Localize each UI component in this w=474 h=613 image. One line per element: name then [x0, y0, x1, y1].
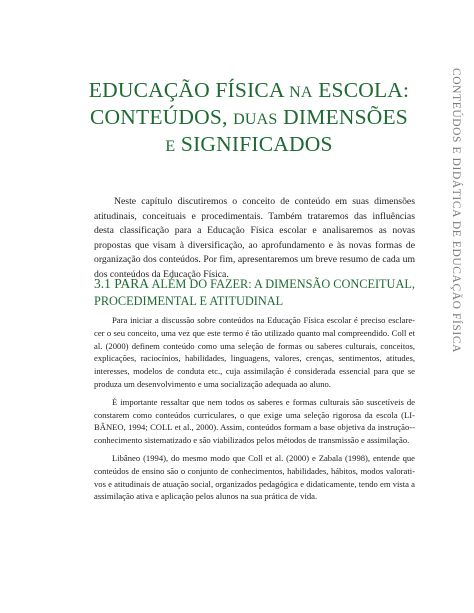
chapter-title-line-1 [60, 78, 438, 105]
running-head: CONTEÚDOS E DIDÁTICA DE EDUCAÇÃO FÍSICA [450, 68, 462, 354]
title-small-caps: E [165, 138, 176, 155]
title-text: CONTEÚDOS, [90, 105, 228, 129]
section-title-line-2: PROCEDIMENTAL E ATITUDINAL [94, 294, 284, 308]
chapter-title [60, 78, 438, 159]
title-text: DIMENSÕES [283, 105, 408, 129]
body-paragraph: Libâneo (1994), do mesmo modo que Coll et al. (2000) e Zabala (1998), entende que conteúdos de ensino são o conjunto de conhecimentos, habilidades, hábitos, modos valorati-vos e atitudinais de atuação social, organizados pedagógica e didaticamente, tendo em vista a assimilação ativa e aplicação pelos alunos na sua prática de vida. [94, 452, 415, 502]
body-paragraph: É importante ressaltar que nem todos os saberes e formas culturais são suscetíveis de constarem como conteúdos curriculares, o que exige uma seleção rigorosa da escola (LI-BÂNEO, 1994; COLL et al., 2000). Assim, conteúdos formam a base objetiva da instrução--conhecimento sistematizado e são viabilizados pelos métodos de transmissão e assimilação. [94, 396, 415, 446]
chapter-intro: Neste capítulo discutiremos o conceito de conteúdo em suas dimensões atitudinais, conceituais e procedimentais. Também trataremos das influências desta classificação para a Educação Física escolar e analisaremos as novas propostas que visam à diversificação, ao aprofundamento e às novas formas de organização dos conteúdos. Por fim, apresentaremos um breve resumo de cada um dos conteúdos da Educação Física. [94, 196, 415, 280]
section-title: ALÉM DO FAZER: A DIMENSÃO CONCEITUAL, [151, 277, 415, 291]
chapter-title-line-3 [60, 132, 438, 159]
title-text: ESCOLA: [318, 78, 410, 102]
body-paragraph: Para iniciar a discussão sobre conteúdos na Educação Física escolar é preciso esclare-cer o seu conceito, uma vez que este termo é tão utilizado quanto mal compreendido. Coll et al. (2000) definem conteúdo como uma seleção de formas ou saberes culturais, conceitos, explicações, raciocínios, habilidades, linguagens, valores, crenças, sentimentos, atitudes, interesses, modelos de conduta etc., cuja assimilação é considerada essencial para que se produza um desenvolvimento e uma socialização adequada ao aluno. [94, 315, 415, 389]
title-text: SIGNIFICADOS [180, 132, 333, 156]
section-heading [94, 275, 424, 310]
title-text: EDUCAÇÃO FÍSICA [88, 78, 284, 102]
section-number: 3.1 PARA [94, 276, 150, 291]
title-small-caps: NA [289, 84, 313, 101]
body-text [94, 314, 415, 508]
chapter-title-line-2 [60, 105, 438, 132]
title-small-caps: DUAS [233, 111, 278, 128]
